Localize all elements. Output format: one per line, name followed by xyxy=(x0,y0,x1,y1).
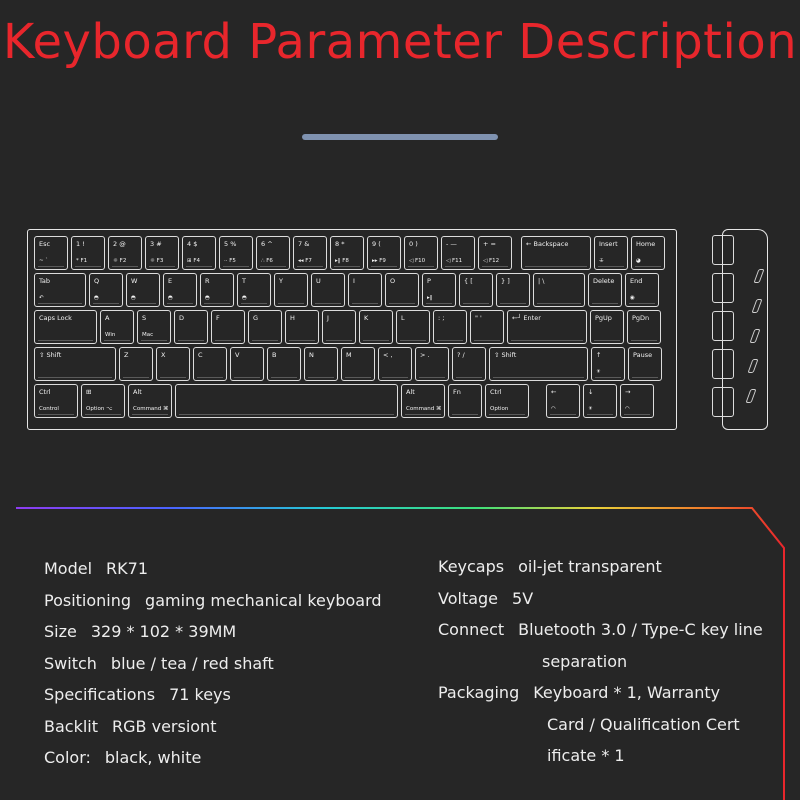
spec-label: Backlit xyxy=(44,716,99,736)
keycap-legend: Z xyxy=(124,351,129,359)
spec-row xyxy=(438,746,625,765)
keycap-legend: Fn xyxy=(453,388,461,396)
spec-row xyxy=(438,652,627,671)
keycap-sublegend: Option xyxy=(490,405,509,412)
keycap-legend: 9 ( xyxy=(372,240,381,248)
spec-value: ificate * 1 xyxy=(547,746,625,765)
spec-value: Keyboard * 1, Warranty xyxy=(533,683,721,702)
spec-value: Bluetooth 3.0 / Type-C key line xyxy=(518,620,763,639)
keycap xyxy=(108,236,142,270)
keycap xyxy=(34,273,86,307)
keyboard-side-view xyxy=(712,229,770,432)
keycap xyxy=(485,384,529,418)
keycap-legend: M xyxy=(346,351,352,359)
spec-label: Color: xyxy=(44,748,91,767)
keycap-legend: < , xyxy=(383,351,393,359)
keycap xyxy=(378,347,412,381)
keycap xyxy=(415,347,449,381)
keycap-legend: Q xyxy=(94,277,100,285)
keycap-legend: 2 @ xyxy=(113,240,126,248)
spec-row xyxy=(44,591,382,610)
keycap-sublegend: ◓ xyxy=(94,294,99,301)
keycap-legend: K xyxy=(364,314,369,322)
keycap-legend: 6 ^ xyxy=(261,240,273,248)
side-keycap xyxy=(712,387,734,417)
keycap-legend: 7 & xyxy=(298,240,310,248)
keycap-legend: } ] xyxy=(501,277,510,285)
keycap xyxy=(89,273,123,307)
spec-row xyxy=(438,589,533,608)
keycap-legend: Alt xyxy=(133,388,142,396)
keycap-legend: | \ xyxy=(538,277,545,285)
keycap xyxy=(367,236,401,270)
spec-value: Card / Qualification Cert xyxy=(547,714,740,734)
keycap xyxy=(591,347,625,381)
keycap-legend: ↑ xyxy=(596,351,602,359)
keycap xyxy=(174,310,208,344)
keycap xyxy=(126,273,160,307)
keycap xyxy=(441,236,475,270)
keycap xyxy=(156,347,190,381)
keycap xyxy=(401,384,445,418)
keycap xyxy=(34,310,97,344)
spec-label: Specifications xyxy=(44,685,156,704)
keycap xyxy=(119,347,153,381)
keycap-legend: ⇧ Shift xyxy=(39,351,62,359)
keycap-legend: 3 # xyxy=(150,240,162,248)
keycap xyxy=(588,273,622,307)
keycap-legend: Y xyxy=(279,277,283,285)
keycap xyxy=(448,384,482,418)
keycap-sublegend: Control xyxy=(39,405,59,412)
keycap-sublegend: ◕ xyxy=(636,257,641,264)
keycap xyxy=(594,236,628,270)
keycap xyxy=(348,273,382,307)
keycap-sublegend: ◓ xyxy=(205,294,210,301)
keycap-legend: ← xyxy=(551,388,557,396)
keycap-legend: O xyxy=(390,277,396,285)
keycap-legend: D xyxy=(179,314,185,322)
keycap xyxy=(583,384,617,418)
keycap xyxy=(34,236,68,270)
keycap xyxy=(248,310,282,344)
keycap-legend: ⇧ Shift xyxy=(494,351,517,359)
keycap xyxy=(293,236,327,270)
keycap xyxy=(627,310,661,344)
side-keycap xyxy=(712,311,734,341)
keycap-legend: PgDn xyxy=(632,314,650,322)
spec-value: 71 keys xyxy=(169,685,231,704)
keycap-sublegend: ◁ F10 xyxy=(409,257,426,264)
spec-value: oil-jet transparent xyxy=(518,557,662,576)
keycap xyxy=(145,236,179,270)
keycap-legend: J xyxy=(327,314,329,322)
keycap-legend: { [ xyxy=(464,277,473,285)
keycap-legend: " ' xyxy=(475,314,482,322)
keycap xyxy=(341,347,375,381)
spec-row xyxy=(438,620,763,639)
keycap xyxy=(396,310,430,344)
keycap xyxy=(628,347,662,381)
keycap-legend: Ctrl xyxy=(39,388,51,396)
keycap xyxy=(34,384,78,418)
spec-value: RGB versiont xyxy=(112,716,217,736)
keycap-legend: I xyxy=(353,277,355,285)
keycap-sublegend: ☼ F3 xyxy=(150,257,164,264)
keycap xyxy=(625,273,659,307)
keycap xyxy=(478,236,512,270)
spec-value: separation xyxy=(542,651,628,671)
spec-row xyxy=(44,654,274,673)
keycap xyxy=(590,310,624,344)
title-divider xyxy=(302,134,498,140)
keycap-sublegend: Command ⌘ xyxy=(406,405,442,412)
keycap-legend: Alt xyxy=(406,388,415,396)
spec-row xyxy=(44,717,216,736)
keycap-sublegend: ↶ xyxy=(39,294,44,301)
keycap-legend: Esc xyxy=(39,240,51,248)
keycap-sublegend: ~ ` xyxy=(39,257,49,264)
keycap-legend: > . xyxy=(420,351,430,359)
keycap-legend: 8 * xyxy=(335,240,345,248)
keycap-sublegend: ◠ xyxy=(625,405,630,412)
keycap xyxy=(422,273,456,307)
keycap-sublegend: ◓ xyxy=(242,294,247,301)
keycap-legend: G xyxy=(253,314,259,322)
keycap-legend: L xyxy=(401,314,405,322)
spec-value: 329 * 102 * 39MM xyxy=(90,622,237,641)
keycap xyxy=(230,347,264,381)
keycap-sublegend: ◠ xyxy=(551,405,556,412)
keycap xyxy=(274,273,308,307)
keycap xyxy=(182,236,216,270)
spec-label: Voltage xyxy=(438,588,499,608)
keycap-sublegend: ◁ F12 xyxy=(483,257,500,264)
keycap xyxy=(256,236,290,270)
spec-row xyxy=(438,715,740,734)
keycap xyxy=(304,347,338,381)
keycap xyxy=(330,236,364,270)
keycap-legend: S xyxy=(142,314,147,322)
keycap-sublegend: ∴ F6 xyxy=(261,257,273,264)
keycap xyxy=(359,310,393,344)
spec-value: 5V xyxy=(512,588,534,608)
keycap-legend: ⊞ xyxy=(86,388,92,396)
keycap-legend: C xyxy=(198,351,203,359)
keycap xyxy=(507,310,587,344)
keycap-legend: B xyxy=(272,351,277,359)
keycap-sublegend: ◓ xyxy=(168,294,173,301)
keycap-legend: U xyxy=(316,277,321,285)
keycap-sublegend: ◂◂ F7 xyxy=(298,257,312,264)
keycap xyxy=(452,347,486,381)
keycap-legend: ? / xyxy=(457,351,465,359)
side-keycap xyxy=(712,273,734,303)
spec-label: Keycaps xyxy=(438,557,505,576)
keycap-legend: F xyxy=(216,314,220,322)
keycap xyxy=(137,310,171,344)
keycap-legend: P xyxy=(427,277,431,285)
spec-value: black, white xyxy=(104,748,202,767)
keycap-sublegend: Option ⌥ xyxy=(86,405,113,412)
keycap-legend: H xyxy=(290,314,295,322)
keycap xyxy=(433,310,467,344)
keycap-legend: Delete xyxy=(593,277,615,285)
keycap xyxy=(81,384,125,418)
keycap-legend: W xyxy=(131,277,138,285)
keycap xyxy=(311,273,345,307)
keycap xyxy=(163,273,197,307)
spec-row xyxy=(44,559,148,578)
keycap-sublegend: ⊞ F4 xyxy=(187,257,201,264)
keycap xyxy=(34,347,116,381)
keycap xyxy=(211,310,245,344)
keycap-legend: E xyxy=(168,277,173,285)
keycap-legend: Tab xyxy=(39,277,51,285)
keycap xyxy=(193,347,227,381)
keycap-legend: R xyxy=(205,277,210,285)
keycap xyxy=(404,236,438,270)
keycap-legend: - — xyxy=(446,240,457,248)
keycap-legend: T xyxy=(242,277,246,285)
keycap-legend: Pause xyxy=(633,351,653,359)
spec-label: Positioning xyxy=(44,590,132,610)
keycap xyxy=(470,310,504,344)
spec-label: Connect xyxy=(438,620,505,639)
keycap-legend: + = xyxy=(483,240,496,248)
keycap xyxy=(521,236,591,270)
keycap-sublegend: Command ⌘ xyxy=(133,405,169,412)
keycap xyxy=(175,384,398,418)
keycap xyxy=(489,347,588,381)
keycap xyxy=(546,384,580,418)
keycap-sublegend: ▸‖ F8 xyxy=(335,257,349,264)
keycap xyxy=(385,273,419,307)
spec-label: Size xyxy=(44,622,77,641)
keycap-sublegend: ☀ xyxy=(596,368,601,375)
keycap xyxy=(496,273,530,307)
keycap-legend: PgUp xyxy=(595,314,612,322)
spec-label: Switch xyxy=(44,653,97,673)
keycap-legend: 1 ! xyxy=(76,240,85,248)
keycap-legend: 4 $ xyxy=(187,240,198,248)
keycap-legend: 0 ) xyxy=(409,240,418,248)
keycap-legend: → xyxy=(625,388,631,396)
keycap-legend: Ctrl xyxy=(490,388,502,396)
keycap-legend: V xyxy=(235,351,240,359)
spec-value: RK71 xyxy=(106,559,149,578)
keycap-legend: ↓ xyxy=(588,388,594,396)
keycap-legend: X xyxy=(161,351,166,359)
spec-label: Packaging xyxy=(438,683,520,702)
spec-row xyxy=(44,748,201,767)
keycap xyxy=(533,273,585,307)
spec-row xyxy=(438,557,662,576)
keycap-legend: Insert xyxy=(599,240,618,248)
keyboard-top-view xyxy=(27,229,677,430)
keycap xyxy=(620,384,654,418)
keycap-legend: ← Backspace xyxy=(526,240,569,248)
keycap-legend: A xyxy=(105,314,110,322)
keycap-sublegend: ◓ xyxy=(131,294,136,301)
keycap-sublegend: ·· F5 xyxy=(224,257,236,264)
keycap-sublegend: * F1 xyxy=(76,257,88,264)
keycap xyxy=(71,236,105,270)
keycap-legend: : ; xyxy=(438,314,445,322)
keycap xyxy=(267,347,301,381)
keycap-sublegend: ▸▸ F9 xyxy=(372,257,386,264)
keycap-sublegend: Mac xyxy=(142,331,154,338)
keycap xyxy=(285,310,319,344)
keycap-sublegend: Win xyxy=(105,331,116,338)
keycap-sublegend: ⁜ xyxy=(599,257,604,264)
page-title: Keyboard Parameter Description xyxy=(2,14,798,70)
keycap xyxy=(219,236,253,270)
keycap xyxy=(237,273,271,307)
keycap-sublegend: ☀ xyxy=(588,405,593,412)
keycap-sublegend: ◁ F11 xyxy=(446,257,463,264)
spec-row xyxy=(44,685,231,704)
keycap xyxy=(128,384,172,418)
keycap-legend: N xyxy=(309,351,314,359)
keycap xyxy=(631,236,665,270)
side-keycap xyxy=(712,349,734,379)
keycap xyxy=(322,310,356,344)
keycap-legend: End xyxy=(630,277,643,285)
spec-row xyxy=(44,622,236,641)
keycap xyxy=(100,310,134,344)
spec-label: Model xyxy=(44,559,93,578)
side-keycap xyxy=(712,235,734,265)
keycap xyxy=(200,273,234,307)
spec-value: blue / tea / red shaft xyxy=(110,653,274,673)
keycap xyxy=(459,273,493,307)
keycap-sublegend: ◉ xyxy=(630,294,635,301)
keycap-legend: ←┘ Enter xyxy=(512,314,541,322)
keycap-legend: Caps Lock xyxy=(39,314,72,322)
keycap-legend: 5 % xyxy=(224,240,237,248)
keycap-sublegend: ▸‖ xyxy=(427,294,433,301)
spec-row xyxy=(438,683,720,702)
keycap-sublegend: ☼ F2 xyxy=(113,257,127,264)
keycap-legend: Home xyxy=(636,240,656,248)
spec-value: gaming mechanical keyboard xyxy=(145,590,382,610)
